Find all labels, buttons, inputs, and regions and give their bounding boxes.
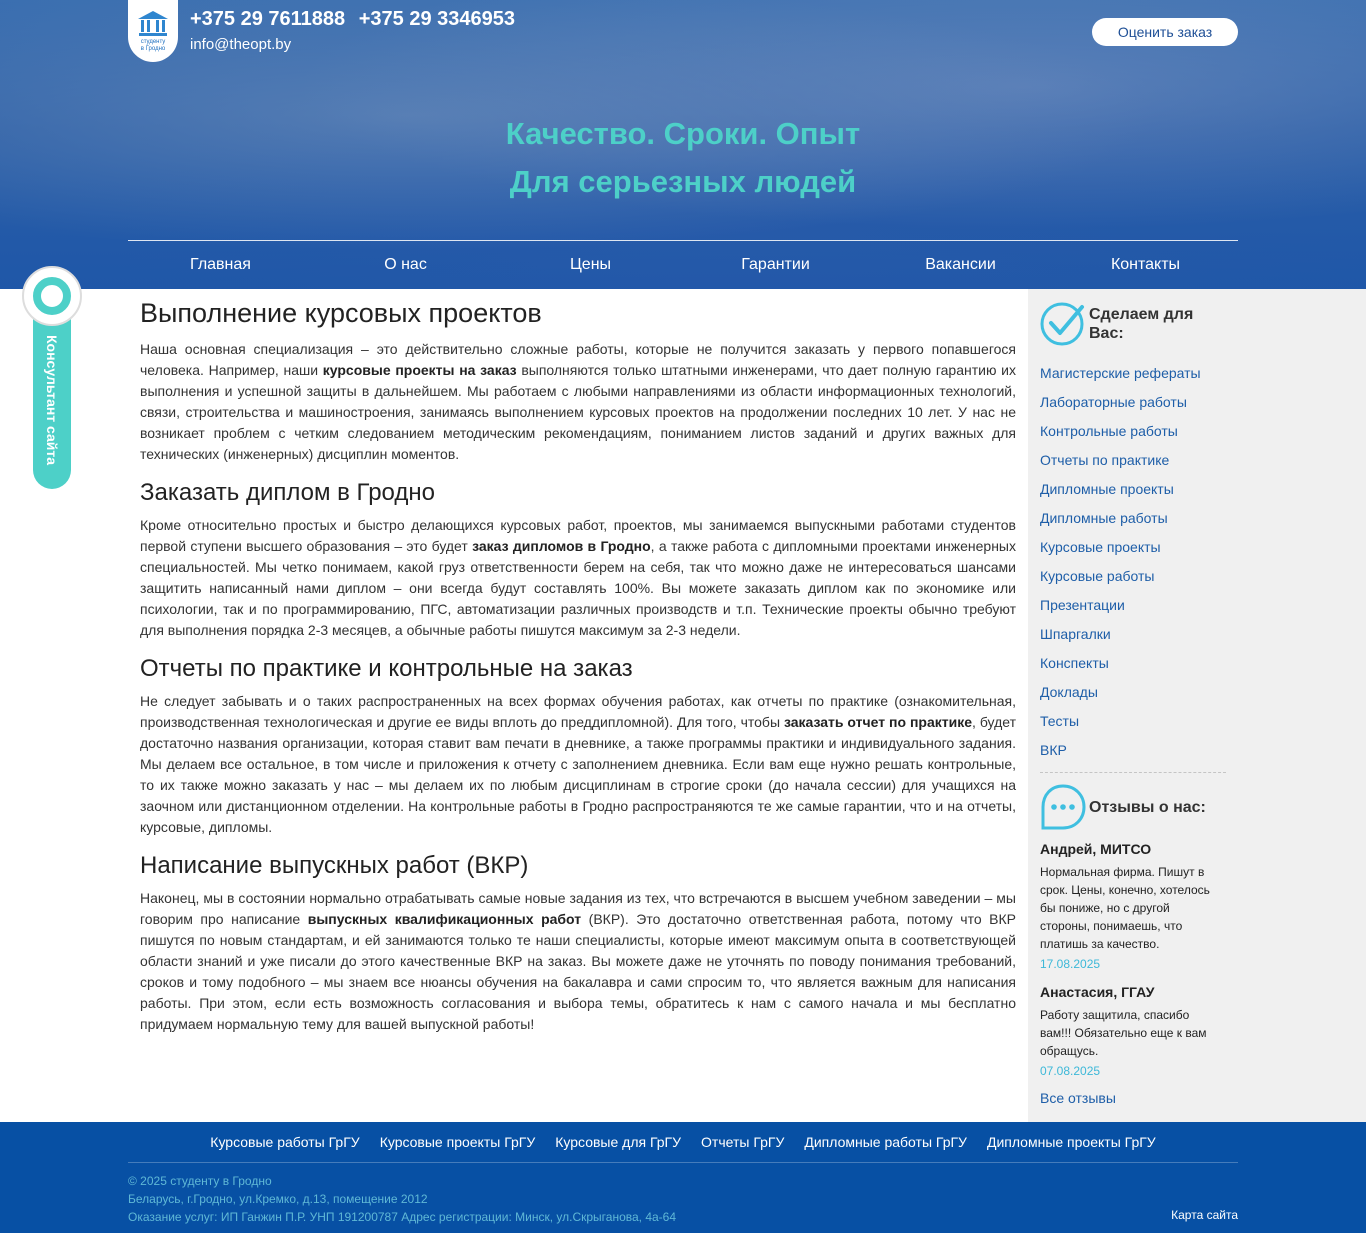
review-item	[1040, 984, 1220, 1078]
email-link[interactable]: info@theopt.by	[190, 36, 292, 53]
nav-item-vacancies[interactable]: Вакансии	[925, 256, 996, 273]
footer-link[interactable]: Дипломные проекты ГрГУ	[986, 1134, 1156, 1150]
phone-2[interactable]: +375 29 3346953	[358, 8, 516, 30]
service-link[interactable]: Тесты	[1040, 712, 1080, 729]
address: Беларусь, г.Гродно, ул.Кремко, д.13, помещение 2012	[128, 1192, 428, 1206]
footer-links	[128, 1122, 1238, 1162]
service-link[interactable]: Презентации	[1040, 596, 1125, 613]
sitemap-link[interactable]: Карта сайта	[1171, 1208, 1238, 1222]
service-link[interactable]: Контрольные работы	[1040, 422, 1178, 439]
service-link[interactable]: Доклады	[1040, 683, 1098, 700]
nav-item-contacts[interactable]: Контакты	[1110, 256, 1181, 273]
section-heading-diploma: Заказать диплом в Гродно	[140, 479, 435, 506]
nav-item-guarantees[interactable]: Гарантии	[741, 256, 810, 273]
legal-info: Оказание услуг: ИП Ганжин П.Р. УНП 191200787 Адрес регистрации: Минск, ул.Скрыганова, 4а-64	[128, 1210, 677, 1224]
page-title: Выполнение курсовых проектов	[140, 298, 542, 328]
paragraph-2: Кроме относительно простых и быстро делающихся курсовых работ, проектов, мы занимаемся выпускными работами студентов первой ступени высшего образования – это будет заказ дипломов в Гродно, а также работа с дипломными проектами инженерных специальностей. Мы четко понимаем, какой груз ответственности берем на себя, так что можно даже не интересоваться шансами защитить написанный нами диплом – они всегда будут составлять 100%. Вы можете заказать диплом как по экономике или психологии, так и по программированию, ПГС, автоматизации различных производств и т.п. Технические проекты обычно требуют для выполнения порядка 2-3 месяцев, а обычные работы пишутся максимум за 2-3 недели.	[140, 517, 1016, 638]
review-date: 07.08.2025	[1040, 1064, 1101, 1078]
service-link[interactable]: Магистерские рефераты	[1040, 364, 1201, 381]
footer	[0, 1122, 1366, 1233]
review-text: Нормальная фирма. Пишут в срок. Цены, конечно, хотелось бы пониже, но с другой стороны, понимаешь, что платишь за качество.	[1040, 865, 1210, 951]
consultant-ring-icon[interactable]	[22, 266, 82, 326]
paragraph-1: Наша основная специализация – это действительно сложные работы, которые не получится заказать у первого попавшегося человека. Например, наши курсовые проекты на заказ выполняются только штатными инженерами, что дает полную гарантию их выполнения и успешной защиты в дальнейшем. Мы работаем с любыми направлениями из области информационных технологий, связи, строительства и машиностроения, занимаясь выполнением курсовых проектов на продолжении последних 10 лет. У нас не возникает проблем с четким следованием методическим рекомендациям, пониманием листов заданий и других важных для технических (инженерных) дисциплин моментов.	[140, 341, 1016, 462]
service-link[interactable]: ВКР	[1040, 741, 1067, 758]
phone-1[interactable]: +375 29 7611888	[190, 8, 346, 30]
footer-link[interactable]: Курсовые проекты ГрГУ	[379, 1134, 536, 1150]
review-text: Работу защитила, спасибо вам!!! Обязательно еще к вам обращусь.	[1040, 1008, 1207, 1058]
chat-bubble-icon	[1040, 784, 1086, 830]
paragraph-4: Наконец, мы в состоянии нормально отрабатывать самые новые задания из тех, что встречаются в высшем учебном заведении – мы говорим про написание выпускных квалификационных работ (ВКР). Это достаточно ответственная работа, потому что ВКР пишутся по новым стандартам, и ей занимаются только те наши специалисты, которые имеют максимум опыта в соответствующей области знаний и уже писали до этого качественные ВКР на заказ. Вы можете даже не уточнять по поводу понимания требований, сроков и тому подобного – мы знаем все нюансы обучения на бакалавра и сами спросим то, что является важным для написания работы. При этом, если есть возможность согласования и выбора темы, обратитесь к нам с самого начала и мы бесплатно придумаем нормальную тему для вашей выпускной работы!	[140, 890, 1016, 1032]
reviews-header	[1040, 784, 1206, 830]
logo-text-1: студенту	[140, 39, 166, 45]
service-link[interactable]: Дипломные работы	[1040, 509, 1168, 526]
section-heading-vkr: Написание выпускных работ (ВКР)	[140, 852, 529, 879]
service-link[interactable]: Конспекты	[1040, 654, 1109, 671]
service-link[interactable]: Шпаргалки	[1040, 625, 1111, 642]
services-header	[1040, 301, 1193, 347]
slogan-line-1: Качество. Сроки. Опыт	[505, 116, 861, 151]
footer-link[interactable]: Курсовые работы ГрГУ	[210, 1134, 360, 1150]
reviews-title: Отзывы о нас:	[1089, 798, 1206, 816]
service-link[interactable]: Отчеты по практике	[1040, 451, 1170, 468]
services-list	[1040, 358, 1201, 764]
consultant-label[interactable]: Консультант сайта	[44, 335, 60, 466]
review-author: Андрей, МИТСО	[1040, 841, 1152, 857]
all-reviews-link[interactable]: Все отзывы	[1040, 1090, 1116, 1106]
main-content	[140, 298, 1016, 1035]
section-heading-practice: Отчеты по практике и контрольные на заказ	[140, 655, 633, 682]
logo-text-2: в Гродно	[140, 46, 166, 52]
checkmark-circle-icon	[1040, 301, 1086, 347]
rate-order-button[interactable]: Оценить заказ	[1092, 18, 1238, 46]
paragraph-3: Не следует забывать и о таких распространенных на всех формах обучения работах, как отчеты по практике (ознакомительная, производственная технологическая и другие ее виды вплоть до преддипломной). Для того, чтобы заказать отчет по практике, будет достаточно названия организации, которая ставит вам печати в дневнике, а также программы практики и индивидуального задания. Мы делаем все остальное, в том числе и приложения к отчету с заполнением дневника. Если вам еще нужно решать контрольные, то их также можно заказать у нас – мы делаем их по любым дисциплинам в строгие сроки (до начала сессии) для учащихся на заочном или дистанционном отделении. На контрольные работы в Гродно распространяются те же самые гарантии, что и на отчеты, курсовые, дипломы.	[140, 693, 1016, 835]
nav-item-prices[interactable]: Цены	[569, 256, 612, 273]
footer-link[interactable]: Курсовые для ГрГУ	[555, 1134, 682, 1150]
review-date: 17.08.2025	[1040, 957, 1101, 971]
review-author: Анастасия, ГГАУ	[1040, 984, 1155, 1000]
header-hero	[0, 0, 1366, 289]
main-nav	[128, 241, 1238, 289]
review-item	[1040, 841, 1220, 971]
phone-numbers	[190, 8, 523, 31]
logo-icon	[136, 9, 170, 39]
footer-divider	[128, 1162, 1238, 1163]
footer-info	[128, 1172, 676, 1226]
sidebar-divider	[1040, 772, 1226, 773]
service-link[interactable]: Лабораторные работы	[1040, 393, 1187, 410]
service-link[interactable]: Курсовые работы	[1040, 567, 1155, 584]
footer-link[interactable]: Отчеты ГрГУ	[701, 1134, 785, 1150]
service-link[interactable]: Курсовые проекты	[1040, 538, 1161, 555]
nav-item-about[interactable]: О нас	[384, 256, 427, 273]
footer-link[interactable]: Дипломные работы ГрГУ	[804, 1134, 967, 1150]
services-title: Сделаем для Вас:	[1089, 306, 1194, 342]
slogan-line-2: Для серьезных людей	[509, 164, 857, 199]
nav-item-home[interactable]: Главная	[190, 256, 251, 273]
site-logo[interactable]	[128, 0, 178, 62]
service-link[interactable]: Дипломные проекты	[1040, 480, 1174, 497]
copyright: © 2025 студенту в Гродно	[128, 1174, 272, 1188]
